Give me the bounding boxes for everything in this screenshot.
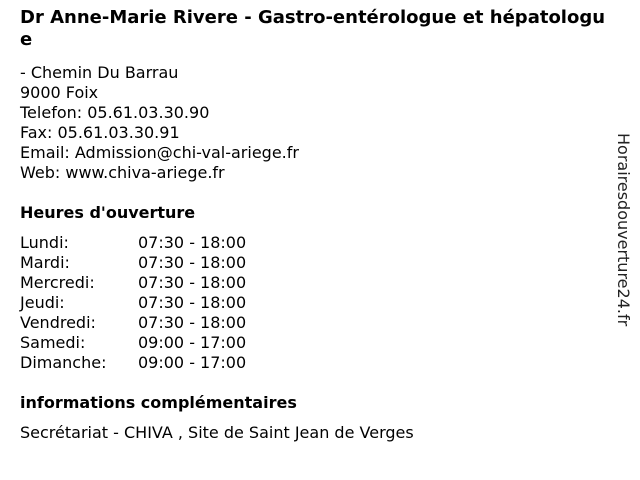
info-text: Secrétariat - CHIVA , Site de Saint Jean de Verges — [20, 423, 414, 442]
hours-row-wednesday — [20, 273, 615, 293]
day-label: Mardi: — [20, 253, 70, 272]
time-range: 09:00 - 17:00 — [138, 353, 247, 372]
time-range: 07:30 - 18:00 — [138, 313, 247, 332]
time-range: 07:30 - 18:00 — [138, 273, 247, 292]
page-title: Dr Anne-Marie Rivere - Gastro-entérologue et hépatologue — [20, 7, 606, 50]
contact-block — [20, 63, 615, 183]
day-label: Vendredi: — [20, 313, 96, 332]
hours-row-monday — [20, 233, 615, 253]
hours-heading: Heures d'ouverture — [20, 203, 196, 222]
day-label: Jeudi: — [20, 293, 65, 312]
site-watermark: Horairesdouverture24.fr — [614, 133, 633, 327]
time-range: 07:30 - 18:00 — [138, 233, 247, 252]
address-street: - Chemin Du Barrau — [20, 63, 179, 82]
time-range: 07:30 - 18:00 — [138, 293, 247, 312]
time-range: 07:30 - 18:00 — [138, 253, 247, 272]
time-range: 09:00 - 17:00 — [138, 333, 247, 352]
day-label: Lundi: — [20, 233, 69, 252]
fax-number: Fax: 05.61.03.30.91 — [20, 123, 180, 142]
day-label: Samedi: — [20, 333, 86, 352]
hours-row-thursday — [20, 293, 615, 313]
main-content — [20, 7, 615, 443]
day-label: Dimanche: — [20, 353, 107, 372]
phone-number: Telefon: 05.61.03.30.90 — [20, 103, 210, 122]
website-address: Web: www.chiva-ariege.fr — [20, 163, 225, 182]
info-heading: informations complémentaires — [20, 393, 297, 412]
hours-row-tuesday — [20, 253, 615, 273]
hours-row-friday — [20, 313, 615, 333]
hours-table — [20, 233, 615, 373]
day-label: Mercredi: — [20, 273, 95, 292]
hours-row-saturday — [20, 333, 615, 353]
email-address: Email: Admission@chi-val-ariege.fr — [20, 143, 299, 162]
hours-row-sunday — [20, 353, 615, 373]
address-city: 9000 Foix — [20, 83, 99, 102]
